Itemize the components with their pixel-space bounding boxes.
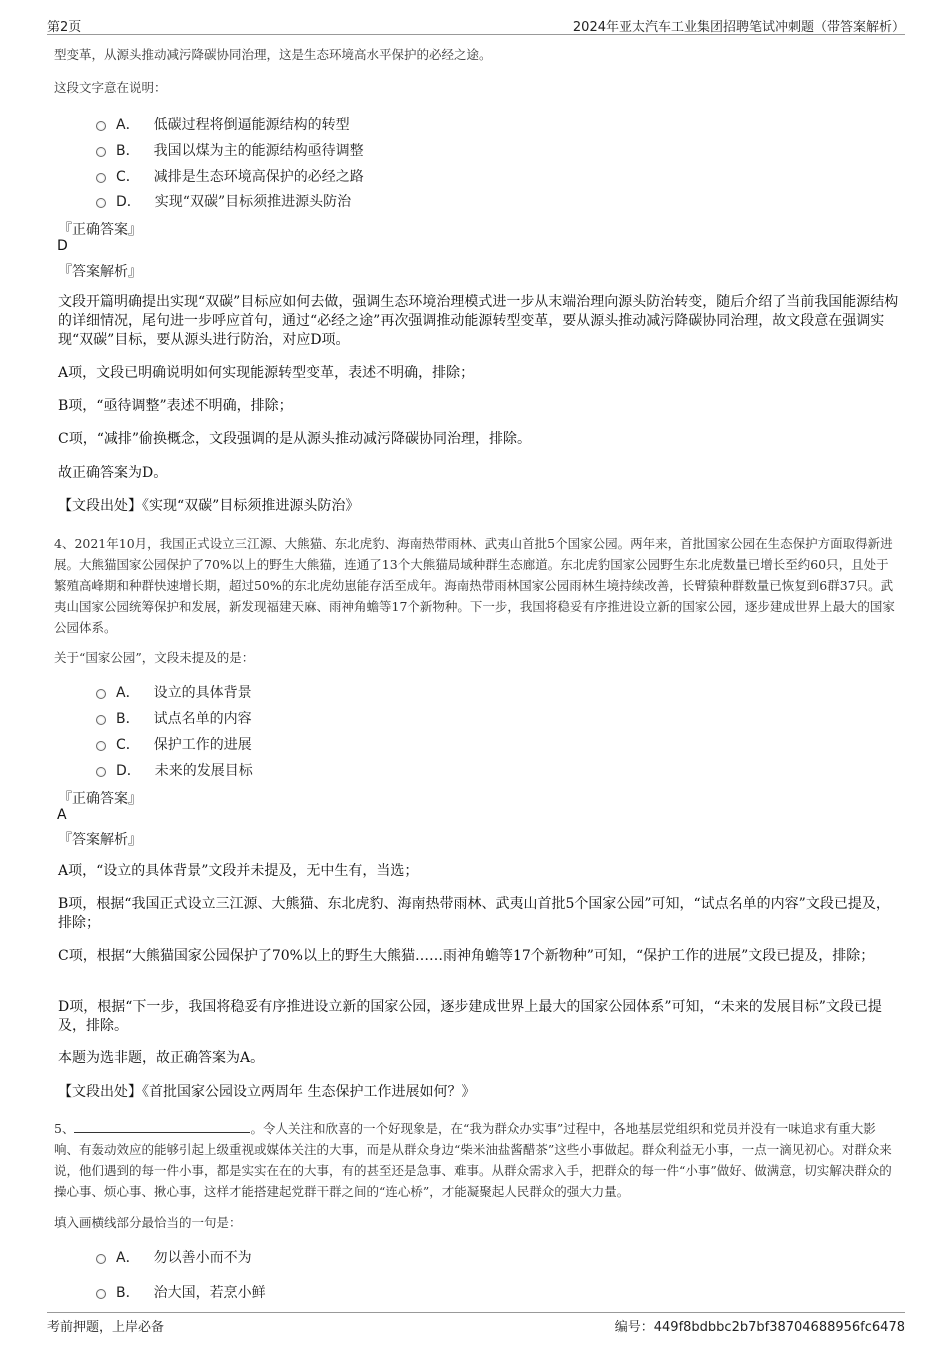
radio-icon[interactable] (96, 715, 106, 725)
q5-passage: 5、 。令人关注和欣喜的一个好现象是，在“我为群众办实事”过程中，各地基层党组织和党员并没有一味追求有重大影响、有轰动效应的能够引起上级重视或媒体关注的大事，而是从群众身边“柴米油盐酱醋茶”这些小事做起。群众利益无小事，一点一滴见初心。对群众来说，他们遇到的每一件小事，都是实实在在的大事，有的甚至还是急事、难事。从群众需求入手，把群众的每一件“小事”做好、做满意，切实解决群众的操心事、烦心事、揪心事，这样才能搭建起党群干群之间的“连心桥”，才能凝聚起人民群众的强大力量。 (54, 1121, 892, 1199)
q4-explanation-1: A项，“设立的具体背景”文段并未提及，无中生有，当选； (58, 863, 419, 879)
q3-option-d[interactable]: D． 实现“双碳”目标须推进源头防治 (96, 191, 351, 211)
q4-prompt: 关于“国家公园”，文段未提及的是： (54, 650, 255, 665)
footer-slogan: 考前押题，上岸必备 (47, 1320, 165, 1335)
q4-answer-label: 『正确答案』 (58, 791, 142, 807)
q3-analysis-label: 『答案解析』 (58, 264, 142, 280)
q3-option-c[interactable]: C． 减排是生态环境高保护的必经之路 (96, 166, 364, 186)
fill-blank (74, 1120, 250, 1133)
q4-option-b[interactable]: B． 试点名单的内容 (96, 708, 252, 728)
q4-option-a[interactable]: A． 设立的具体背景 (96, 682, 252, 702)
q3-explanation-5: 故正确答案为D。 (58, 465, 168, 481)
radio-icon[interactable] (96, 1289, 106, 1299)
q4-analysis-label: 『答案解析』 (58, 832, 142, 848)
radio-icon[interactable] (96, 147, 106, 157)
q4-explanation-3: C项，根据“大熊猫国家公园保护了70%以上的野生大熊猫……雨神角蟾等17个新物种”可知，“保护工作的进展”文段已提及，排除； (58, 948, 875, 964)
page-footer (47, 1312, 905, 1335)
page-header (47, 14, 905, 35)
q4-passage: 4、2021年10月，我国正式设立三江源、大熊猫、东北虎豹、海南热带雨林、武夷山首批5个国家公园。两年来，首批国家公园在生态保护方面取得新进展。大熊猫国家公园保护了70%以上的野生大熊猫，连通了13个大熊猫局域种群生态廊道。东北虎豹国家公园野生东北虎数量已增长至约60只，且处于繁殖高峰期和种群快速增长期，超过50%的东北虎幼崽能存活至成年。海南热带雨林国家公园雨林生境持续改善，长臂猿种群数量已恢复到6群37只。武夷山国家公园统筹保护和发展，新发现福建天麻、雨神角蟾等17个新物种。下一步，我国将稳妥有序推进设立新的国家公园，逐步建成世界上最大的国家公园体系。 (54, 536, 895, 635)
q3-answer-label: 『正确答案』 (58, 222, 142, 238)
q5-prompt: 填入画横线部分最恰当的一句是： (54, 1215, 242, 1230)
radio-icon[interactable] (96, 1254, 106, 1264)
radio-icon[interactable] (96, 767, 106, 777)
q4-answer: A (57, 807, 67, 823)
q4-option-c[interactable]: C． 保护工作的进展 (96, 734, 252, 754)
document-code: 编号：449f8bdbbc2b7bf38704688956fc6478 (614, 1320, 905, 1335)
q3-explanation-2: A项，文段已明确说明如何实现能源转型变革，表述不明确，排除； (58, 365, 475, 381)
q5-option-a[interactable]: A． 勿以善小而不为 (96, 1247, 252, 1267)
page-number: 第2页 (47, 20, 82, 35)
document-title: 2024年亚太汽车工业集团招聘笔试冲刺题（带答案解析） (572, 20, 905, 35)
radio-icon[interactable] (96, 173, 106, 183)
q3-option-a[interactable]: A． 低碳过程将倒逼能源结构的转型 (96, 114, 350, 134)
q3-explanation-3: B项，“亟待调整”表述不明确，排除； (58, 398, 293, 414)
q4-source: 【文段出处】《首批国家公园设立两周年 生态保护工作进展如何？》 (58, 1084, 476, 1100)
q4-explanation-4: D项，根据“下一步，我国将稳妥有序推进设立新的国家公园，逐步建成世界上最大的国家公园体系”可知，“未来的发展目标”文段已提及，排除。 (58, 999, 882, 1034)
q3-explanation-4: C项，“减排”偷换概念，文段强调的是从源头推动减污降碳协同治理，排除。 (58, 431, 532, 447)
q5-option-b[interactable]: B． 治大国，若烹小鲜 (96, 1282, 266, 1302)
radio-icon[interactable] (96, 689, 106, 699)
q4-explanation-2: B项，根据“我国正式设立三江源、大熊猫、东北虎豹、海南热带雨林、武夷山首批5个国家公园”可知，“试点名单的内容”文段已提及，排除； (58, 896, 890, 931)
radio-icon[interactable] (96, 741, 106, 751)
q4-explanation-5: 本题为选非题，故正确答案为A。 (58, 1050, 265, 1066)
q3-option-b[interactable]: B． 我国以煤为主的能源结构亟待调整 (96, 140, 364, 160)
q4-option-d[interactable]: D． 未来的发展目标 (96, 760, 253, 780)
q3-source: 【文段出处】《实现“双碳”目标须推进源头防治》 (58, 498, 360, 514)
q3-passage-tail: 型变革，从源头推动减污降碳协同治理，这是生态环境高水平保护的必经之途。 (54, 47, 492, 62)
radio-icon[interactable] (96, 198, 106, 208)
q3-answer: D (57, 238, 68, 254)
q3-explanation-1: 文段开篇明确提出实现“双碳”目标应如何去做，强调生态环境治理模式进一步从末端治理向源头防治转变，随后介绍了当前我国能源结构的详细情况，尾句进一步呼应首句，通过“必经之途”再次强调推动能源转型变革，要从源头推动减污降碳协同治理，故文段意在强调实现“双碳”目标，要从源头进行防治，对应D项。 (58, 294, 899, 348)
radio-icon[interactable] (96, 121, 106, 131)
q3-prompt: 这段文字意在说明： (54, 80, 167, 95)
